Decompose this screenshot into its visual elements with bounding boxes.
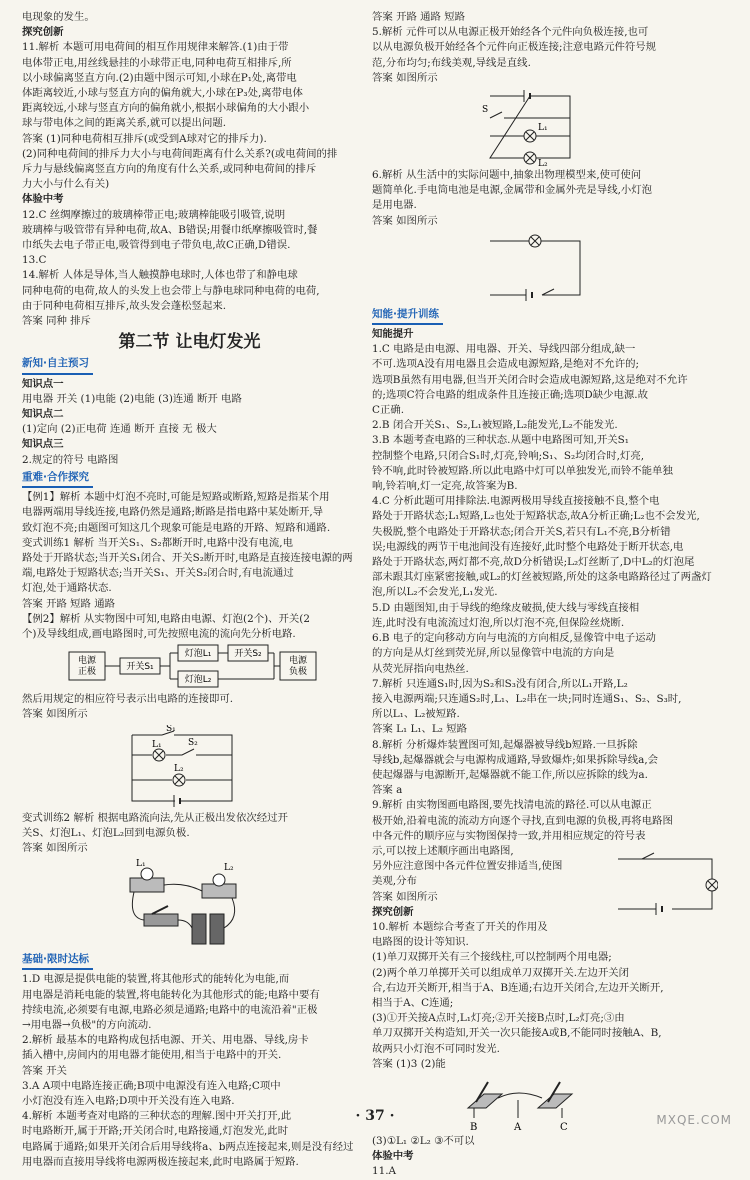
terminal-label-c: C	[560, 1121, 568, 1132]
lamp-label-l1: L₁	[538, 123, 548, 134]
text-line: 中各元件的顺序应与实物图保持一致,并用相应规定的符号表	[372, 829, 646, 842]
bulb-label-l1: L₁	[136, 859, 146, 870]
physical-circuit-2	[122, 858, 357, 948]
text-line: 14.解析 人体是导体,当人触摸静电球时,人体也带了和静电球	[22, 269, 298, 282]
text-line: 2.规定的符号 电路图	[22, 453, 119, 466]
text-line: 12.C 丝绸摩擦过的玻璃棒带正电;玻璃棒能吸引吸管,说明	[22, 208, 286, 221]
section-tag: 重难·合作探究	[22, 470, 93, 488]
flow-source-text: 电源正极	[77, 656, 97, 678]
section-title: 第二节 让电灯发光	[118, 332, 261, 353]
text-line: 6.B 电子的定向移动方向与电流的方向相反,显像管中电子运动	[372, 632, 656, 645]
text-line: 失极脱,整个电路处于开路状态;闭合开关S,若只有L₁不亮,B分析错	[372, 525, 671, 538]
battery-gap	[175, 797, 179, 805]
text-line: 2.B 闭合开关S₁、S₂,L₁被短路,L₂能发光,L₂不能发光.	[372, 419, 618, 432]
text-line: 选项B虽然有用电器,但当开关闭合时会造成电源短路,这是绝对不允许	[372, 373, 688, 386]
text-line: 9.解析 由实物图画电路图,要先找清电流的路径.可以从电源正	[372, 799, 652, 812]
text-line: 玻璃棒与吸管带有异种电荷,故A、B错误;用餐巾纸摩擦吸管时,餐	[22, 223, 318, 236]
text-line: C正确.	[372, 404, 405, 417]
flow-l1-label: 灯泡L₁	[184, 649, 212, 660]
text-line: 用电器而直接用导线将电源两极连接起来,此时电路属于短路.	[22, 1155, 299, 1168]
text-line: 【例2】解析 从实物图中可知,电路由电源、灯泡(2个)、开关(2	[22, 612, 310, 625]
text-line: 灯泡,处于通路状态.	[22, 582, 112, 595]
text-line: 致灯泡不亮;由题图可知这几个现象可能是电路的开路、短路和通路.	[22, 521, 331, 534]
text-line: 3.B 本题考查电路的三种状态.从题中电路图可知,开关S₁	[372, 434, 629, 447]
branch-wire	[132, 749, 232, 755]
flow-s2-label: 开关S₂	[234, 649, 262, 660]
text-line: 电体带正电,用丝线悬挂的小球带正电,同种电荷互相排斥,所	[22, 56, 292, 69]
switch-base-icon	[538, 1094, 572, 1108]
answer-line: 答案 (1)3 (2)能	[372, 1057, 446, 1070]
text-line: 的方向是从灯丝到荧光屏,所以显像管中电流的方向是	[372, 647, 615, 660]
text-line: (1)定向 (2)正电荷 连通 断开 直接 无 极大	[22, 423, 217, 436]
circuit-diagram-9	[612, 851, 718, 922]
text-line: 4.解析 本题考查对电路的三种状态的理解.图中开关打开,此	[22, 1110, 292, 1123]
text-line: 故两只小灯泡不可同时发光.	[372, 1042, 500, 1055]
text-line: 以从电源负极开始经各个元件向正极连接;注意电路元件符号规	[372, 41, 657, 54]
answer-line: 答案 开路 通路 短路	[372, 11, 466, 23]
wire	[164, 884, 202, 891]
switch-branch	[490, 112, 570, 118]
text-line: 5.D 由题图知,由于导线的绝缘皮破损,使大线与零线直接相	[372, 601, 640, 614]
text-line: 路处于开路状态;L₁短路,L₂也处于短路状态,故A分析正确;L₂也不会发光,	[372, 510, 700, 523]
lamp-label-l2: L₂	[174, 763, 184, 774]
bulb-label-l2: L₂	[224, 863, 234, 874]
bulb-icon	[213, 874, 225, 886]
text-line: 3.A A项中电路连接正确;B项中电源没有连入电路;C项中	[22, 1079, 281, 1092]
watermark-text: MXQE.COM	[656, 1113, 732, 1127]
subheading: 探究创新	[372, 905, 414, 918]
answer-line: 答案 开路 短路 通路	[22, 597, 116, 610]
answer-line: 答案 a	[372, 784, 403, 797]
text-line: 示,可以按上述顺序画出电路图,	[372, 844, 514, 857]
bulb-icon	[141, 868, 153, 880]
text-line: 电器两端用导线连接,电路仍然是通路;断路是指电路中某处断开,导	[22, 506, 324, 519]
text-line: 13.C	[22, 254, 47, 267]
text-line: (3)①开关接A点时,L₁灯亮;②开关接B点时,L₂灯亮;③由	[372, 1012, 625, 1025]
text-line: 然后用规定的相应符号表示出电路的连接即可.	[22, 693, 234, 706]
text-line: →用电器→负极"的方向流动.	[22, 1018, 152, 1031]
text-line: 误;电源线的两节干电池间没有连接好,此时整个电路处于断开状态,电	[372, 540, 684, 553]
answer-line: 答案 如图所示	[372, 890, 438, 903]
text-line: 路处于开路状态,两灯都不亮,故D分析错误;L₂灯丝断了,D中L₂的灯泡尾	[372, 556, 695, 569]
subheading: 知识点二	[22, 408, 64, 421]
subheading: 体验中考	[372, 1150, 414, 1163]
flow-negative-text: 电源负极	[288, 656, 308, 678]
text-line: 相当于A、C连通;	[372, 996, 454, 1009]
text-line: 时电路断开,属于开路;开关闭合时,电路接通,灯泡发光,此时	[22, 1125, 289, 1138]
text-line: 6.解析 从生活中的实际问题中,抽象出物理模型来,使可使问	[372, 169, 642, 182]
text-line: 范,分布均匀;布线美观,导线是直线.	[372, 56, 531, 69]
text-line: 电现象的发生。	[22, 11, 95, 23]
text-line: 使起爆器与电源断开,起爆器就不能工作,所以应拆除的线为a.	[372, 768, 648, 781]
right-column	[372, 10, 724, 1180]
flow-diagram	[68, 644, 357, 690]
text-line: 小灯泡没有连入电路;D项中开关没有连入电路.	[22, 1094, 235, 1107]
text-line: 体距离较近,小球与竖直方向的偏角就大,小球在P₃处,离带电体	[22, 87, 303, 100]
text-line: 7.解析 只连通S₁时,因为S₂和S₃没有闭合,所以L₁开路,L₂	[372, 677, 628, 690]
text-line: 连,此时没有电流流过灯泡,所以灯泡不亮,但保险丝烧断.	[372, 616, 625, 629]
text-line: 单刀双掷开关构造知,开关一次只能接A或B,不能同时接触A、B,	[372, 1027, 662, 1040]
flow-l2-label: 灯泡L₂	[184, 675, 212, 686]
text-line: 1.C 电路是由电源、用电器、开关、导线四部分组成,缺一	[372, 343, 636, 356]
text-line: 控制整个电路,只闭合S₁时,灯亮,铃响;S₁、S₂均闭合时,灯亮,	[372, 449, 645, 462]
text-line: 巾纸失去电子带正电,吸管得到电子带负电,故C正确,D错误.	[22, 239, 291, 252]
text-line: 铃不响,此时铃被短路.所以此电路中灯可以单独发光,而铃不能单独	[372, 464, 673, 477]
switch-label-s: S	[482, 105, 489, 116]
text-line: 个)及导线组成,画电路图时,可先按照电流的流向先分析电路.	[22, 627, 296, 640]
text-line: 用电器是消耗电能的装置,将电能转化为其他形式的能;电路中要有	[22, 988, 320, 1001]
circuit-diagram-4	[480, 231, 724, 303]
circuit-diagram-1	[122, 725, 357, 809]
text-line: 由于同种电荷相互排斥,故头发会蓬松竖起来.	[22, 299, 227, 312]
text-line: 是用电器.	[372, 199, 417, 212]
text-line: 以小球偏离竖直方向.(2)由题中图示可知,小球在P₁处,离带电	[22, 71, 297, 84]
text-line: 用电器 开关 (1)电能 (2)电能 (3)连通 断开 电路	[22, 392, 242, 405]
answer-line: 答案 如图所示	[372, 214, 438, 227]
text-line: 另外应注意图中各元件位置安排适当,使图	[372, 860, 563, 873]
switch-label-s2: S₂	[188, 737, 198, 748]
text-line: 【例1】解析 本题中灯泡不亮时,可能是短路或断路,短路是指某个用	[22, 491, 330, 504]
battery-icon	[210, 914, 224, 944]
text-line: 响,铃若响,灯一定亮,故答案为B.	[372, 480, 518, 493]
text-line: 力大小与什么有关)	[22, 178, 110, 191]
text-line: 部未跟其灯座紧密接触,或L₂的灯丝被短路,所处的这条电路路径过了两盏灯	[372, 571, 712, 584]
page-number: · 37 ·	[355, 1108, 395, 1124]
text-line: 5.解析 元件可以从电源正极开始经各个元件向负极连接,也可	[372, 26, 649, 39]
subheading: 探究创新	[22, 26, 64, 39]
circuit-wire	[618, 859, 712, 909]
answer-line: 答案 L₁ L₁、L₂ 短路	[372, 723, 468, 736]
text-line: 8.解析 分析爆炸装置图可知,起爆器被导线b短路.一旦拆除	[372, 738, 638, 751]
section-tag: 新知·自主预习	[22, 356, 93, 374]
text-line: 11.解析 本题可用电荷间的相互作用规律来解答.(1)由于带	[22, 41, 289, 54]
text-line: 关S、灯泡L₁、灯泡L₂回到电源负极.	[22, 826, 190, 839]
switch-icon	[542, 289, 554, 295]
text-line: 插入槽中,房间内的用电器才能使用,相当于电路中的开关.	[22, 1049, 282, 1062]
text-line: 2.解析 最基本的电路构成包括电源、开关、用电器、导线,房卡	[22, 1034, 309, 1047]
text-line: 变式训练2 解析 根据电路流向法,先从正极出发依次经过开	[22, 811, 288, 824]
section-tag: 知能·提升训练	[372, 307, 443, 325]
battery-icon	[192, 914, 206, 944]
text-line: 同种电荷的电荷,故人的头发上也会带上与静电球同种电荷的电荷,	[22, 284, 320, 297]
answer-line: 答案 开关	[22, 1064, 67, 1077]
left-column	[22, 10, 357, 1170]
text-line: 1.D 电源是提供电能的装置,将其他形式的能转化为电能,而	[22, 973, 290, 986]
text-line: 导线b,起爆器就会与电源构成通路,导致爆炸;如果拆除导线a,会	[372, 753, 659, 766]
circuit-wire	[490, 96, 570, 158]
subheading: 知能提升	[372, 328, 414, 341]
flow-s1-label: 开关S₁	[126, 662, 154, 673]
section-tag: 基础·限时达标	[22, 952, 93, 970]
switch-base-icon	[468, 1094, 502, 1108]
answer-line: 答案 (1)同种电荷相互排斥(或受到A球对它的排斥力).	[22, 132, 267, 145]
text-line: 所以L₁、L₂被短路.	[372, 708, 460, 721]
text-line: (2)同种电荷间的排斥力大小与电荷间距离有什么关系?(或电荷间的排	[22, 147, 338, 160]
text-line: 极开始,沿着电流的流动方向逐个寻找,直到电源的负极,再将电路图	[372, 814, 673, 827]
text-line: 泡,所以L₂不会发光,L₁发光.	[372, 586, 498, 599]
text-line: 合,右边开关断开,相当于A、B连通;右边开关闭合,左边开关断开,	[372, 981, 664, 994]
subheading: 知识点三	[22, 438, 64, 451]
answer-line: 答案 如图所示	[22, 708, 88, 721]
text-line: (2)两个单刀单掷开关可以组成单刀双掷开关.左边开关闭	[372, 966, 630, 979]
switch-lever	[152, 906, 168, 914]
q9-block	[372, 859, 724, 935]
switch-icon	[642, 853, 654, 859]
text-line: (1)单刀双掷开关有三个接线柱,可以控制两个用电器;	[372, 951, 612, 964]
lamp-label-l1: L₁	[152, 739, 162, 750]
circuit-wire	[490, 241, 580, 295]
answer-line: 答案 如图所示	[22, 841, 88, 854]
terminal-label-b: B	[470, 1121, 478, 1132]
text-line: 从荧光屏指向电热丝.	[372, 662, 469, 675]
answer-line: 答案 同种 排斥	[22, 315, 91, 328]
text-line: 接入电源两端;只连通S₂时,L₁、L₂串在一块;同时连通S₁、S₂、S₃时,	[372, 692, 682, 705]
text-line: 11.A	[372, 1165, 397, 1178]
text-line: 不可.选项A没有用电器且会造成电源短路,是绝对不允许的;	[372, 358, 639, 371]
switch-label-s1: S₁	[166, 724, 176, 734]
switch-icon	[144, 914, 178, 926]
text-line: 4.C 分析此题可用排除法.电源两极用导线直接接触不良,整个电	[372, 495, 660, 508]
text-line: 球与带电体之间的距离关系,就可以提出问题.	[22, 117, 227, 130]
text-line: 10.解析 本题综合考查了开关的作用及	[372, 920, 548, 933]
subheading: 知识点一	[22, 377, 64, 390]
answer-line: (3)①L₁ ②L₂ ③不可以	[372, 1134, 475, 1147]
text-line: 斥力与悬线偏离竖直方向的角度有什么关系,或同种电荷间的排斥	[22, 163, 317, 176]
text-line: 距离较远,小球与竖直方向的偏角就小,根据小球偏角的大小跟小	[22, 102, 310, 115]
text-line: 电路属于通路;如果开关闭合后用导线将a、b两点连接起来,则是没有经过	[22, 1140, 354, 1153]
text-line: 路处于开路状态;当开关S₁闭合、开关S₂断开时,电路是直接连接电源的两	[22, 551, 353, 564]
text-line: 变式训练1 解析 当开关S₁、S₂都断开时,电路中没有电流,电	[22, 536, 293, 549]
answer-line: 答案 如图所示	[372, 71, 438, 84]
text-line: 电路图的设计等知识.	[372, 936, 469, 949]
text-line: 的;选项C符合电路的组成条件且连接正确;选项D缺少电源.故	[372, 388, 648, 401]
text-line: 持续电流,必须要有电源,电路必须是通路;电路中的电流沿着"正极	[22, 1003, 318, 1016]
lamp-label-l2: L₂	[538, 159, 548, 167]
text-line: 美观,分布	[372, 875, 417, 888]
text-line: 题简单化.手电筒电池是电源,金属带和金属外壳是导线,小灯泡	[372, 184, 653, 197]
text-line: 端,电路处于短路状态;当开关S₁、开关S₂闭合时,有电流通过	[22, 567, 294, 580]
terminal-label-a: A	[514, 1121, 522, 1132]
circuit-diagram-3	[480, 88, 724, 166]
subheading: 体验中考	[22, 193, 64, 206]
